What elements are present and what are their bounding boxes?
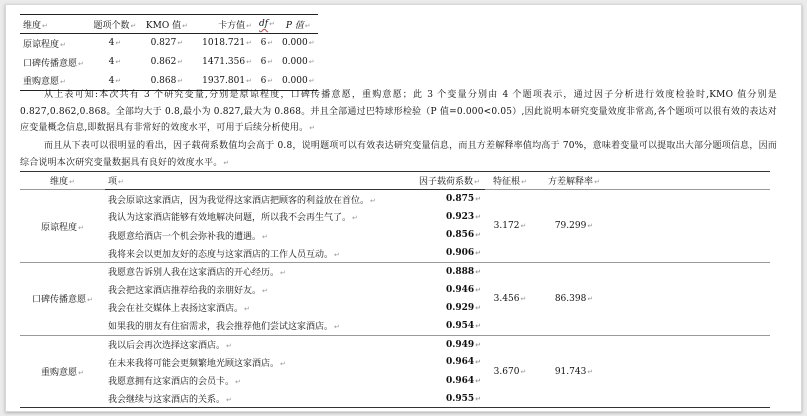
header-cell: KMO 值↵ <box>145 20 188 31</box>
table-row: 原谅程度↵ 我会原谅这家酒店，因为我觉得这家酒店把顾客的利益放在首位。↵ 0.875↵ 3.172↵ 79.299↵ <box>20 190 770 208</box>
table-row: 如果我的朋友有住宿需求，我会推荐他们尝试这家酒店。↵ 0.954↵ <box>20 317 770 335</box>
table-row: 我会在社交媒体上表扬这家酒店。↵ 0.929↵ <box>108 302 481 315</box>
dimension-cell: 口碑传播意愿↵ <box>20 262 105 335</box>
table-row: 重购意愿↵ 我以后会再次选择这家酒店。↵ 0.949↵ 3.670↵ 91.743↵ <box>20 335 770 353</box>
document-page <box>5 4 802 412</box>
table-row: 口碑传播意愿↵ 4↵ 0.862↵ 1471.356↵ 6↵ 0.000↵ <box>23 57 315 69</box>
kmo-bartlett-table <box>20 14 318 91</box>
table-row: 在未来我将可能会更频繁地光顾这家酒店。↵ 0.964↵ <box>108 357 481 369</box>
header-cell: 特征根↵ <box>485 172 535 190</box>
dimension-cell: 原谅程度↵ <box>20 190 105 263</box>
body-paragraph: 而且从下表可以很明显的看出，因子载荷系数值均会高于 0.8，说明题项可以有效表达研究变量信息，而且方差解释率值均高于 70%，意味着变量可以提取出大部分题项信息，因而综合说明本次研究变量数据具有良好的效度水平。↵ <box>20 141 777 168</box>
table-row: 原谅程度↵ 4↵ 0.827↵ 1018.721↵ 6↵ 0.000↵ <box>23 38 315 50</box>
header-cell: 项↵ <box>108 177 124 188</box>
factor-loading-table <box>20 171 770 408</box>
table-row: 我会继续与这家酒店的关系。↵ 0.955↵ <box>20 390 770 408</box>
table-header-row <box>20 15 318 34</box>
header-cell: 题项个数↵ <box>93 20 137 31</box>
eigenvalue-cell: 3.456↵ <box>485 262 535 335</box>
table-row: 我会把这家酒店推荐给我的亲朋好友。↵ 0.946↵ <box>108 284 481 297</box>
header-cell: 维度↵ <box>23 20 48 31</box>
table-row: 口碑传播意愿↵ 我愿意告诉别人我在这家酒店的开心经历。↵ 0.888↵ 3.456↵ 86.398↵ <box>20 262 770 280</box>
body-paragraph: 从上表可知:本次共有 3 个研究变量,分别是原谅程度，口碑传播意愿，重购意愿；此 3 个变量分别由 4 个题项表示，通过因子分析进行效度检验时,KMO 值分别是0.827,0.862,0.868。全部均大于 0.8,最小为 0.827,最大为 0.868。并且全部通过巴特球形检验（P 值=0.000<0.05）,因此说明本研究变量效度非常高,各个题项可以很有效的表达对应变量概念信息,即数据具有非常好的效度水平，可用于后续分析使用。↵ <box>20 90 777 133</box>
variance-cell: 91.743↵ <box>535 335 613 408</box>
eigenvalue-cell: 3.670↵ <box>485 335 535 408</box>
dimension-cell: 重购意愿↵ <box>20 335 105 408</box>
variance-cell: 79.299↵ <box>535 190 613 263</box>
eigenvalue-cell: 3.172↵ <box>485 190 535 263</box>
header-cell: df↵ <box>258 19 275 29</box>
table-row: 我将来会以更加友好的态度与这家酒店的工作人员互动。↵ 0.906↵ <box>20 244 770 262</box>
header-cell: P 值↵ <box>285 20 311 31</box>
header-cell: 维度↵ <box>20 172 105 190</box>
variance-cell: 86.398↵ <box>535 262 613 335</box>
table-row: 我愿意拥有这家酒店的会员卡。↵ 0.964↵ <box>108 375 481 388</box>
table-header-row <box>20 172 770 190</box>
header-cell: 因子载荷系数↵ <box>419 177 480 188</box>
header-cell: 方差解释率↵ <box>535 172 613 190</box>
header-cell: 卡方值↵ <box>218 20 252 31</box>
table-row: 我愿意给酒店一个机会弥补我的遭遇。↵ 0.856↵ <box>108 230 481 242</box>
table-row: 我认为这家酒店能够有效地解决问题，所以我不会再生气了。↵ 0.923↵ <box>108 211 481 224</box>
table-row: 重购意愿↵ 4↵ 0.868↵ 1937.801↵ 6↵ 0.000↵ <box>20 72 318 91</box>
